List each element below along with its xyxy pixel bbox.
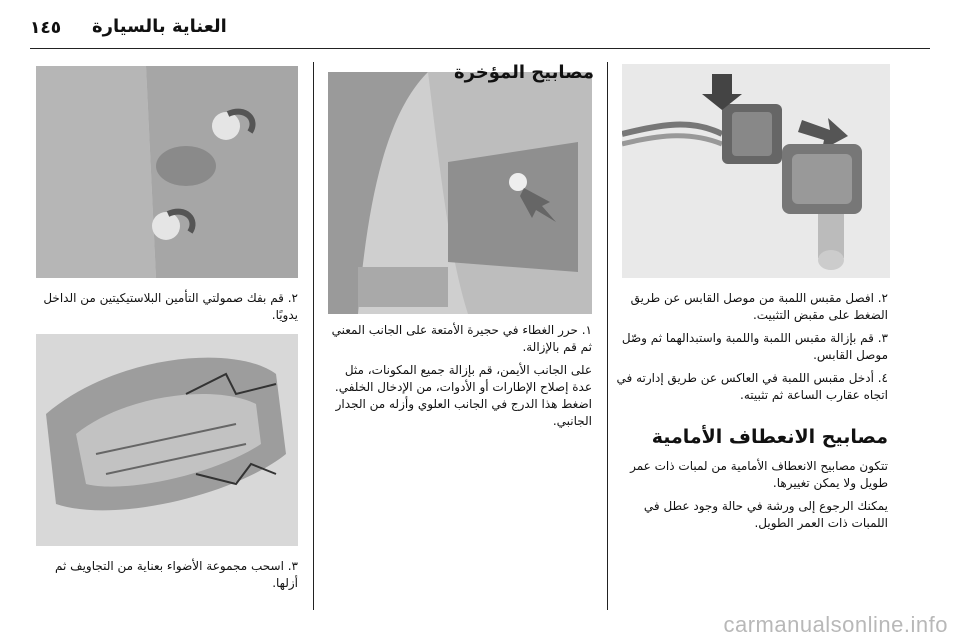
header-rule: [30, 48, 930, 49]
column-divider-right: [607, 62, 608, 610]
step-3-pull-text: ٣. اسحب مجموعة الأضواء بعناية من التجاويف ثم أزلها.: [55, 559, 298, 590]
rear-lamp-assembly-illustration: [36, 334, 298, 546]
tail-lamps-heading: مصابيح المؤخرة: [453, 62, 594, 83]
front-turn-signals-text: [616, 458, 888, 538]
rear-lamp-nuts-illustration: [36, 66, 298, 278]
step-3-text: ٣. قم بإزالة مقبس اللمبة واللمبة واستبدالهما ثم وصّل موصل القابس.: [621, 331, 888, 362]
watermark: carmanualsonline.info: [723, 612, 948, 637]
step-1-text: ١. حرر الغطاء في حجيرة الأمتعة على الجانب المعني ثم قم بالإزالة.: [331, 323, 592, 354]
page-header: [0, 0, 960, 52]
column-divider-left: [313, 62, 314, 610]
section-title: العناية بالسيارة: [92, 16, 227, 37]
right-column-steps: [616, 290, 888, 410]
paragraph-1: تتكون مصابيح الانعطاف الأمامية من لمبات ذات عمر طويل ولا يمكن تغييرها.: [630, 459, 888, 490]
page-number: ١٤٥: [30, 18, 62, 38]
step-2-text: ٢. افصل مقبس اللمبة من موصل القابس عن طريق الضغط على مقبض التثبيت.: [630, 291, 888, 322]
paragraph-2: يمكنك الرجوع إلى ورشة في حالة وجود عطل في اللمبات ذات العمر الطويل.: [643, 499, 888, 530]
left-step-3: [36, 558, 298, 598]
step-2-nuts-text: ٢. قم بفك صمولتي التأمين البلاستيكيتين من الداخل يدويًا.: [43, 291, 298, 322]
trunk-cover-illustration: [328, 72, 592, 314]
front-turn-signals-heading: مصابيح الانعطاف الأمامية: [651, 426, 888, 448]
step-1-detail-text: على الجانب الأيمن، قم بإزالة جميع المكونات، مثل عدة إصلاح الإطارات أو الأدوات، من الإدخال الخلفي. اضغط هذا الدرج في الجانب العلوي وأزله من الجدار الجانبي.: [334, 363, 592, 428]
middle-column-steps: [326, 322, 592, 436]
bulb-socket-illustration: [622, 64, 890, 278]
left-step-2: [36, 290, 298, 330]
step-4-text: ٤. أدخل مقبس اللمبة في العاكس عن طريق إدارته في اتجاه عقارب الساعة ثم تثبيته.: [616, 371, 888, 402]
